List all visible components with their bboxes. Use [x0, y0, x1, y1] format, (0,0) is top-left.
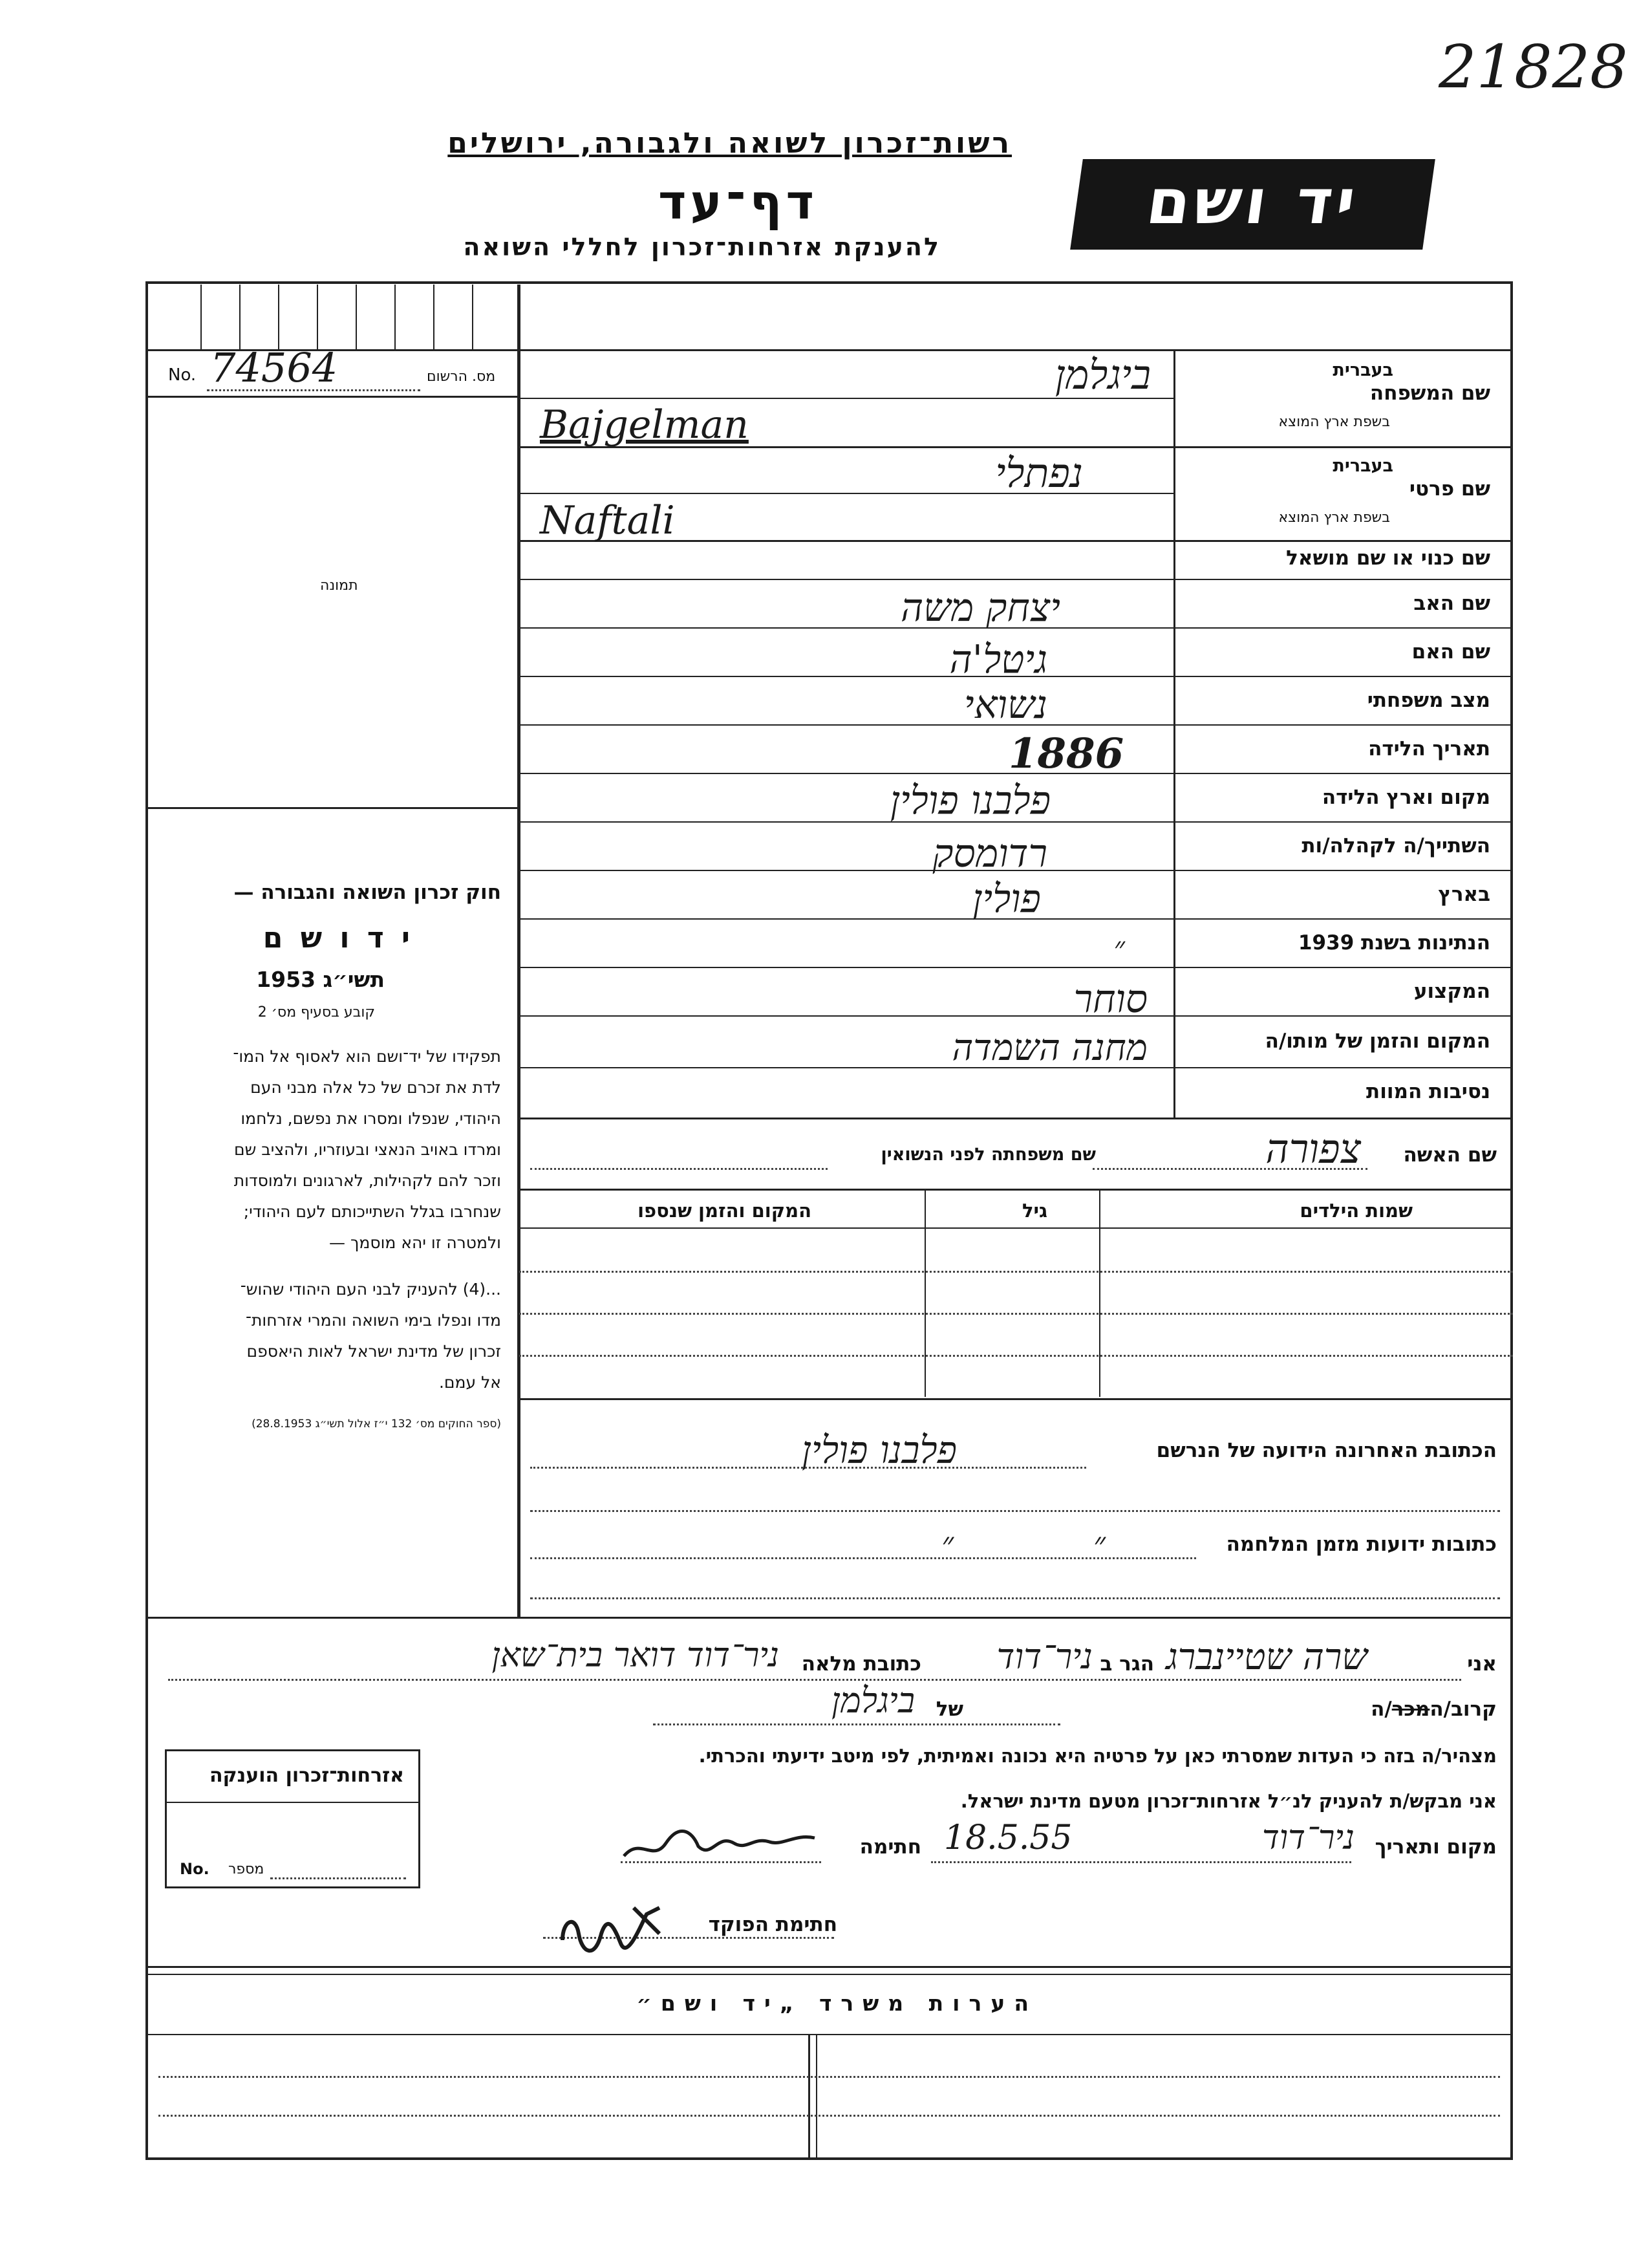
row-line-citizenship — [519, 967, 1513, 968]
last-address-value: פלבנו פולין — [802, 1428, 957, 1472]
law-line: היהודי, שנפלו ומסרו את נפשם, נלחמו — [241, 1109, 501, 1128]
family-name-origin-value: Bajgelman — [540, 402, 749, 448]
family-name-hebrew-label: בעברית — [1333, 360, 1393, 380]
first-name-origin-label: בשפת ארץ המוצא — [1278, 510, 1390, 526]
death-cause-label: נסיבות המוות — [1366, 1080, 1490, 1103]
wife-value: צפורה — [1265, 1125, 1361, 1172]
citizenship-label: הנתינות בשנת 1939 — [1298, 931, 1490, 955]
declarant-signature — [621, 1811, 828, 1869]
notes-divider-2 — [816, 2035, 817, 2160]
notes-title-line — [145, 2034, 1513, 2035]
decl-of-value: ביגלמן — [831, 1680, 915, 1721]
yad-vashem-logo — [1070, 159, 1435, 250]
logo-text: יד ושם — [1142, 166, 1364, 238]
notes-top-line — [145, 1966, 1513, 1968]
form-title: דף־עד — [658, 175, 818, 230]
decl-date-dots — [931, 1861, 1351, 1863]
decl-resides-value: ניר־דוד — [996, 1636, 1093, 1677]
photo-bottom-line — [145, 807, 519, 809]
last-address-dots — [530, 1467, 1086, 1469]
law-line: ולמטרה זו יהא מוסמך — — [329, 1233, 501, 1252]
form-subtitle: להענקת אזרחות־זכרון לחללי השואה — [463, 233, 941, 261]
authority-line: רשות־זכרון לשואה ולגבורה, ירושלים — [447, 127, 1012, 160]
citizenship-box-title: אזרחות־זכרון הוענקה — [209, 1764, 404, 1787]
wife-maiden-label: שם משפחתה לפני הנשואין — [881, 1145, 1096, 1165]
law-line: אל עמם. — [438, 1373, 501, 1392]
first-name-origin-value: Naftali — [540, 498, 675, 543]
decl-line-dots — [168, 1679, 1461, 1681]
nickname-label: שם כנוי או שם מושאל — [1286, 546, 1490, 570]
decl-statement-2: אני מבקש/ת להעניק לנ״ל אזרחות־זכרון מטעם מדינת ישראל. — [960, 1790, 1497, 1812]
citizenship-box-number-label: מספר — [228, 1861, 264, 1877]
law-line: לדת את זכרם של כל אלה מבני העם — [250, 1078, 501, 1097]
declaration-top-line — [145, 1617, 1513, 1619]
decl-full-address-label: כתובת מלאה — [801, 1652, 921, 1676]
war-address-label: כתובות ידועות מזמן המלחמה — [1226, 1533, 1497, 1556]
decl-resides: הגר ב — [1100, 1652, 1154, 1676]
family-name-origin-label: בשפת ארץ המוצא — [1278, 414, 1390, 430]
address-extra-dots — [530, 1510, 1500, 1512]
children-row — [519, 1355, 1513, 1357]
marital-value: נשואי — [963, 682, 1047, 728]
row-line-occupation — [519, 1015, 1513, 1017]
law-title: חוק זכרון השואה והגבורה — — [233, 881, 501, 904]
law-line: זכרון של מדינת ישראל לאות היאספם — [246, 1342, 501, 1361]
registration-dots — [207, 389, 420, 391]
citizenship-box-no-label: No. — [180, 1860, 209, 1878]
notes-top-line-2 — [145, 1974, 1513, 1975]
notes-divider — [808, 2035, 810, 2160]
row-line-nick — [519, 579, 1513, 580]
family-name-label: שם המשפחה — [1369, 382, 1490, 405]
mother-value: גיטל'ה — [949, 637, 1047, 682]
officer-signature-label: חתימת הפוקד — [708, 1913, 837, 1936]
family-name-hebrew-value: ביגלמן — [1055, 351, 1151, 398]
corner-archive-number: 21828 — [1439, 32, 1628, 102]
children-col-divider-2 — [1099, 1190, 1100, 1397]
occupation-value: סוחר — [1073, 977, 1148, 1022]
label-column-divider — [1173, 349, 1175, 1118]
law-line: וזכר להם לקהילות, לארגונים ולמוסדות — [233, 1171, 501, 1190]
decl-of-dots — [653, 1723, 1060, 1725]
notes-row — [158, 2076, 1500, 2078]
war-address-value: ״ ״ — [941, 1525, 1106, 1562]
wife-maiden-dots — [530, 1168, 828, 1170]
law-line: תפקידו של יד־ושם הוא לאסוף אל המו־ — [233, 1047, 501, 1066]
birth-place-label: מקום וארץ הלידה — [1322, 786, 1490, 809]
decl-date-value: 18.5.55 — [944, 1819, 1073, 1857]
law-line: מדו ונפלו בימי השואה והמרי אזרחות־ — [245, 1311, 501, 1330]
no-label: No. — [168, 365, 197, 385]
death-place-label: המקום והזמן של מותו/ה — [1265, 1030, 1490, 1053]
decl-place-value: ניר־דוד — [1262, 1819, 1355, 1857]
law-body — [152, 1041, 501, 1398]
birth-place-value: פלבנו פולין — [890, 778, 1051, 823]
top-strip-line — [145, 349, 1513, 351]
occupation-label: המקצוע — [1413, 980, 1490, 1003]
children-header-line — [519, 1227, 1513, 1229]
digit-boxes — [162, 285, 517, 349]
first-name-label: שם פרטי — [1409, 477, 1490, 501]
law-line: ...(4) להעניק לבני העם היהודי שהוש־ — [240, 1280, 501, 1299]
declarant-name: שרה שטיינברג — [1166, 1636, 1367, 1678]
death-place-value: מחנה השמדה — [952, 1027, 1148, 1069]
decl-ani: אני — [1467, 1652, 1497, 1676]
wife-bottom-line — [519, 1189, 1513, 1191]
law-clause: קובע בסעיף מס׳ 2 — [257, 1004, 375, 1021]
community-label: השתייך/ה לקהלה/ות — [1301, 834, 1490, 858]
children-row — [519, 1313, 1513, 1315]
children-header-names: שמות הילדים — [1300, 1200, 1413, 1222]
decl-relative-label — [1371, 1698, 1497, 1721]
children-header-place: המקום והזמן שנספו — [637, 1200, 811, 1222]
marital-label: מצב משפחתי — [1367, 689, 1490, 712]
children-row — [519, 1271, 1513, 1273]
decl-relative-suffix: /ה — [1371, 1698, 1392, 1721]
law-year: תשי״ג 1953 — [256, 967, 385, 992]
law-footnote: (ספר החוקים מס׳ 132 י״ז אלול תשי״ג 28.8.1953) — [252, 1418, 501, 1431]
photo-label: תמונה — [320, 578, 358, 594]
citizenship-value: ״ — [1113, 930, 1125, 965]
last-address-label: הכתובת האחרונה הידועה של הנרשם — [1156, 1439, 1497, 1462]
decl-statement-1: מצהיר/ה בזה כי העדות שמסרתי כאן על פרטיה היא נכונה ואמיתית, לפי מיטב ידיעתי והכרתי. — [698, 1745, 1497, 1767]
notes-row — [158, 2115, 1500, 2117]
children-bottom-line — [519, 1398, 1513, 1400]
decl-signature-label: חתימה — [859, 1835, 921, 1859]
mother-label: שם האם — [1411, 640, 1490, 664]
father-label: שם האב — [1413, 592, 1490, 615]
first-name-hebrew-value: נפתלי — [995, 449, 1083, 497]
citizenship-granted-box — [165, 1749, 420, 1888]
birth-date-label: תאריך הלידה — [1368, 737, 1490, 761]
law-line: שנחרבו בגלל השתייכותם לעם היהודי; — [243, 1202, 501, 1221]
registration-line — [145, 396, 519, 398]
wife-dots — [1093, 1168, 1367, 1170]
first-name-hebrew-label: בעברית — [1333, 456, 1393, 476]
country-value: פולין — [972, 876, 1041, 922]
decl-full-address-value: ניר־דוד דואר בית־שאן — [491, 1636, 779, 1675]
decl-place-date-label: מקום ותאריך — [1375, 1835, 1497, 1859]
wife-label: שם האשה — [1403, 1143, 1497, 1167]
father-value: יצחק משה — [900, 585, 1060, 631]
law-line: ומרדו באויב הנאצי ובעוזריו, ולהציב שם — [234, 1140, 501, 1159]
main-column-divider — [517, 285, 520, 1617]
community-value: רדומסק — [932, 831, 1047, 876]
decl-relative-text: קרוב/ה — [1430, 1698, 1497, 1721]
children-col-divider-1 — [925, 1190, 926, 1397]
war-address-dots — [530, 1557, 1196, 1559]
country-label: בארץ — [1438, 883, 1490, 906]
decl-of-label: של — [936, 1698, 963, 1721]
officer-signature — [550, 1888, 679, 1985]
birth-date-value: 1886 — [1009, 729, 1124, 778]
registration-label: מס. הרשום — [427, 369, 496, 385]
decl-relative-struck: מכר — [1391, 1698, 1430, 1721]
children-header-age: גיל — [1022, 1200, 1047, 1222]
law-name: י ד ו ש ם — [262, 922, 414, 955]
registration-number: 74564 — [210, 344, 338, 391]
row-line-deathcause — [519, 1118, 1513, 1119]
notes-title: הערות משרד „יד ושם״ — [636, 1991, 1038, 2016]
address-extra-dots — [530, 1597, 1500, 1599]
